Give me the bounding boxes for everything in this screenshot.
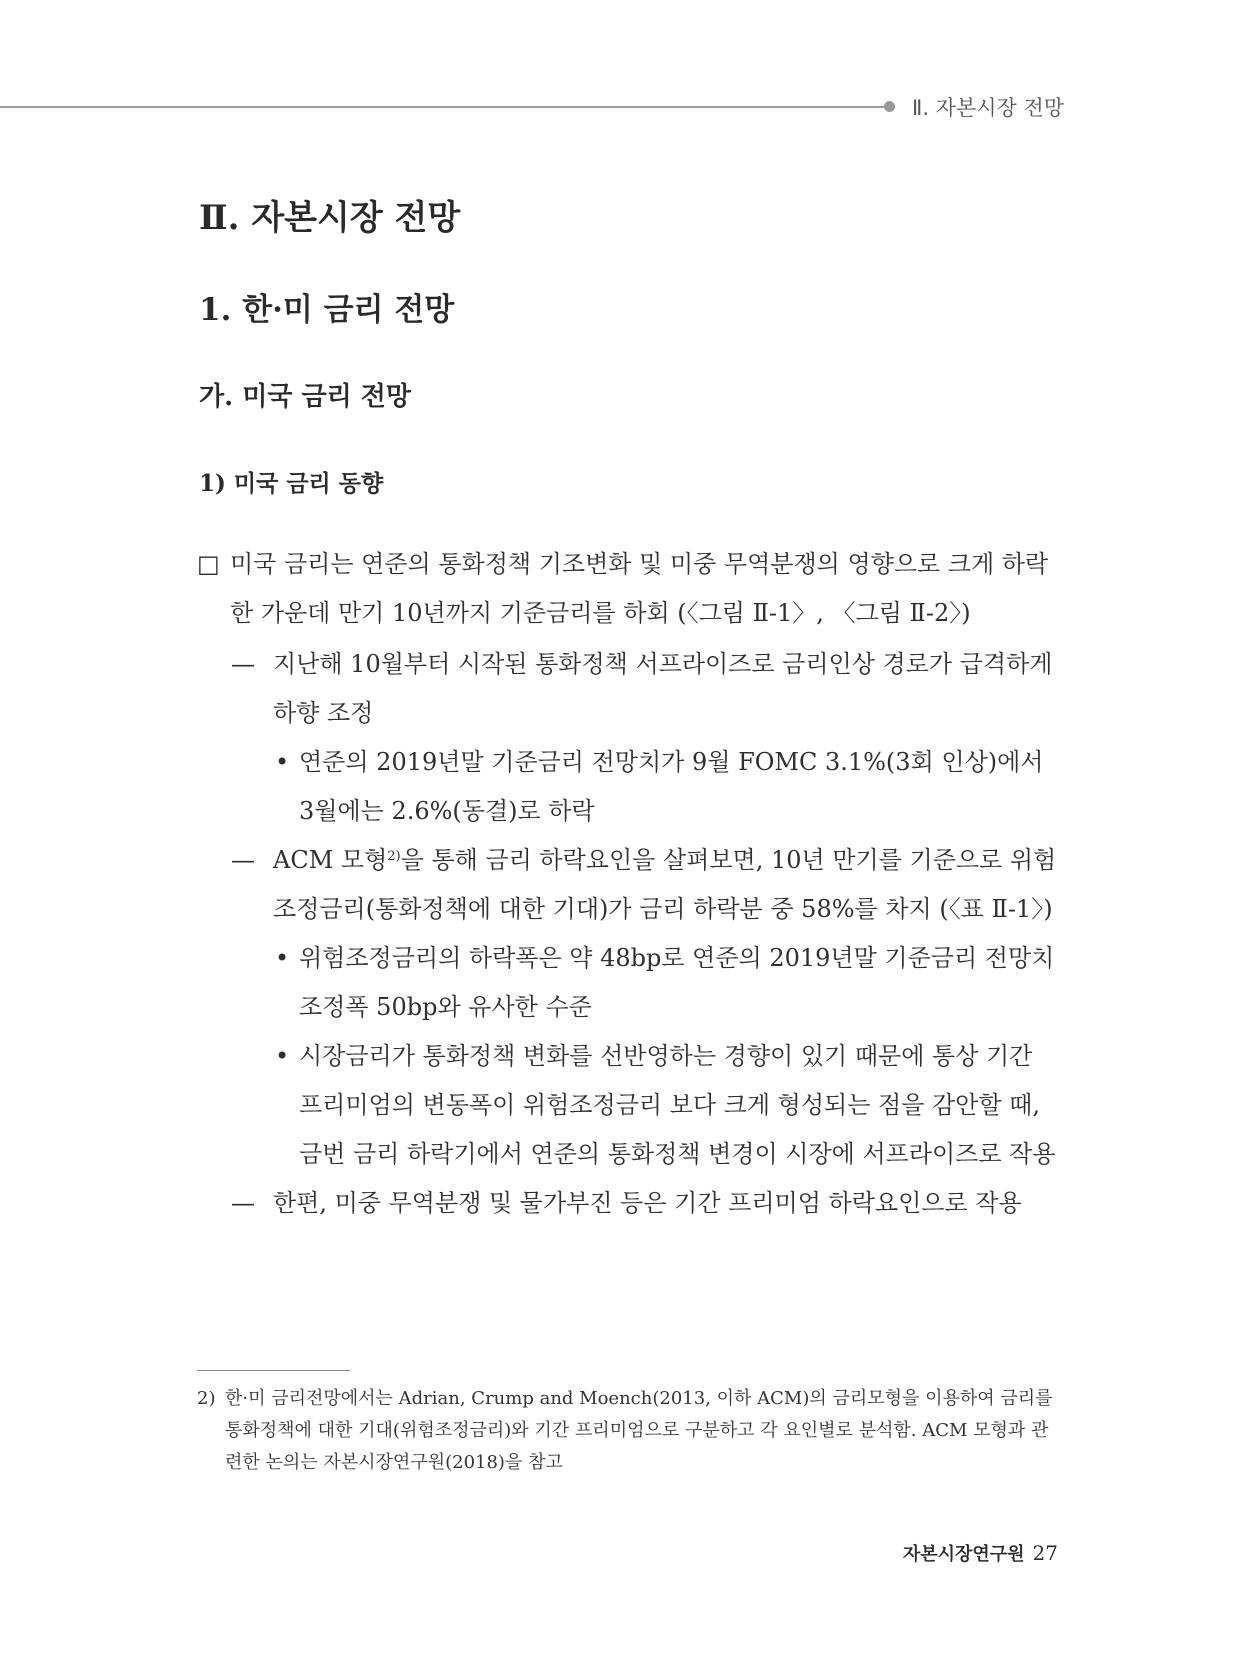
- dash-item-text-b: 을 통해 금리 하락요인을 살펴보면, 10년 만기를 기준으로 위험조정금리(통화정책에 대한 기대)가 금리 하락분 중 58%를 차지 (〈표 Ⅱ-1〉): [273, 846, 1057, 923]
- footnote-text: 한·미 금리전망에서는 Adrian, Crump and Moench(2013, 이하 ACM)의 금리모형을 이용하여 금리를 통화정책에 대한 기대(위험조정금리)와 기간 프리미엄으로 구분하고 각 요인별로 분석함. ACM 모형과 관련한 논의는 자본시장연구원(2018)을 참고: [225, 1388, 1053, 1473]
- running-header-title: Ⅱ. 자본시장 전망: [912, 96, 1065, 120]
- page-number: 27: [1032, 1541, 1058, 1565]
- footer-organization: 자본시장연구원: [902, 1544, 1025, 1565]
- subsection-heading: 가. 미국 금리 전망: [199, 382, 412, 412]
- bullet-marker: •: [275, 1042, 290, 1070]
- body-text: [197, 540, 1057, 1228]
- bullet-marker: •: [275, 944, 290, 972]
- dash-marker: —: [231, 650, 255, 678]
- dash-item-2: [197, 836, 1057, 934]
- bullet-item-text: 시장금리가 통화정책 변화를 선반영하는 경향이 있기 때문에 통상 기간 프리미엄의 변동폭이 위험조정금리 보다 크게 형성되는 점을 감안할 때, 금번 금리 하락기에서 연준의 통화정책 변경이 시장에 서프라이즈로 작용: [299, 1042, 1056, 1168]
- dash-marker: —: [231, 1189, 255, 1217]
- bullet-item-2: [197, 934, 1057, 1032]
- header-dot-icon: [884, 101, 895, 112]
- footnote-reference[interactable]: 2): [387, 849, 401, 864]
- dash-item-text-a: ACM 모형: [273, 846, 388, 874]
- footnote-rule: [197, 1370, 350, 1371]
- dash-item-text: 지난해 10월부터 시작된 통화정책 서프라이즈로 금리인상 경로가 급격하게 하향 조정: [273, 650, 1053, 727]
- chapter-heading: Ⅱ. 자본시장 전망: [199, 198, 461, 238]
- checkbox-marker-icon: □: [197, 550, 220, 578]
- paragraph-box-1: [197, 540, 1057, 638]
- section-heading: 1. 한·미 금리 전망: [199, 292, 455, 328]
- dash-item-text: 한편, 미중 무역분쟁 및 물가부진 등은 기간 프리미엄 하락요인으로 작용: [273, 1189, 1022, 1217]
- footnote: [197, 1383, 1057, 1479]
- dash-item-3: [197, 1179, 1057, 1228]
- dash-item-1: [197, 640, 1057, 738]
- bullet-marker: •: [275, 748, 290, 776]
- dash-marker: —: [231, 846, 255, 874]
- subsubsection-heading: 1) 미국 금리 동향: [199, 470, 384, 497]
- header-rule: [0, 106, 886, 108]
- bullet-item-1: [197, 738, 1057, 836]
- bullet-item-3: [197, 1032, 1057, 1179]
- paragraph-text: 미국 금리는 연준의 통화정책 기조변화 및 미중 무역분쟁의 영향으로 크게 하락한 가운데 만기 10년까지 기준금리를 하회 (〈그림 Ⅱ-1〉, 〈그림 Ⅱ-2〉): [230, 550, 1049, 627]
- page-footer: [903, 1540, 1058, 1566]
- bullet-item-text: 연준의 2019년말 기준금리 전망치가 9월 FOMC 3.1%(3회 인상)에서 3월에는 2.6%(동결)로 하락: [299, 748, 1044, 825]
- footnote-number: 2): [197, 1388, 216, 1409]
- bullet-item-text: 위험조정금리의 하락폭은 약 48bp로 연준의 2019년말 기준금리 전망치 조정폭 50bp와 유사한 수준: [299, 944, 1055, 1021]
